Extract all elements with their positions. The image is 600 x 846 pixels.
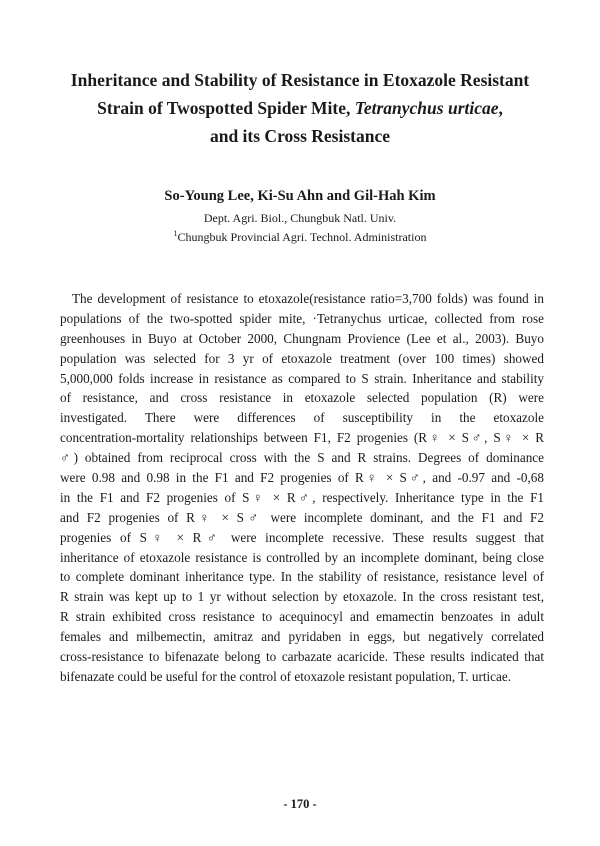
title-line-2-prefix: Strain of Twospotted Spider Mite, bbox=[97, 98, 355, 118]
abstract-line: in the F1 and F2 progenies of S♀ × R♂, respectively. Inheritance type in the F1 bbox=[60, 489, 544, 505]
abstract-line-last: bifenazate could be useful for the control of etoxazole resistant population, T. urticae. bbox=[60, 668, 512, 684]
abstract-line: females and milbemectin, amitraz and pyridaben in eggs, but negatively correlated bbox=[60, 629, 544, 645]
page-number: - 170 - bbox=[283, 797, 317, 811]
affiliation-mark: 1 bbox=[173, 229, 178, 238]
title-line-1: Inheritance and Stability of Resistance in Etoxazole Resistant bbox=[70, 70, 530, 90]
title-species-name: Tetranychus urticae bbox=[354, 98, 499, 118]
abstract-line: R strain was kept up to 1 yr without selection by etoxazole. In the cross resistant test, bbox=[60, 589, 544, 605]
abstract-line: The development of resistance to etoxazole(resistance ratio=3,700 folds) was found in bbox=[72, 291, 544, 306]
paper-title bbox=[30, 66, 570, 150]
affiliation-2-text: Chungbuk Provincial Agri. Technol. Administration bbox=[177, 230, 427, 244]
affiliation-2 bbox=[0, 229, 600, 245]
abstract-line: population was selected for 3 yr of etoxazole treatment (over 100 times) showed bbox=[60, 350, 544, 366]
abstract-line: were 0.98 and 0.98 in the F1 and F2 progenies of R♀ × S♂, and -0.97 and -0,68 bbox=[60, 470, 544, 486]
abstract-line: of resistance, and cross resistance in etoxazole selected population (R) were bbox=[60, 390, 544, 406]
abstract-line: inheritance of etoxazole resistance is controlled by an incomplete dominant, being close bbox=[60, 549, 544, 565]
abstract-line: 5,000,000 folds increase in resistance as compared to S strain. Inheritance and stability bbox=[60, 370, 544, 386]
abstract-line: R strain exhibited cross resistance to acequinocyl and emamectin benzoates in adult bbox=[60, 609, 544, 625]
abstract-line: populations of the two-spotted spider mite, ·Tetranychus urticae, collected from rose bbox=[60, 310, 544, 326]
abstract-line: progenies of S♀ × R♂ were incomplete recessive. These results suggest that bbox=[60, 529, 544, 545]
title-line-2-suffix: , bbox=[498, 98, 503, 118]
abstract-line: concentration-mortality relationships between F1, F2 progenies (R♀ × S♂, S♀ × R bbox=[60, 430, 544, 446]
abstract bbox=[60, 289, 544, 687]
title-line-2 bbox=[30, 94, 570, 122]
title-line-3: and its Cross Resistance bbox=[209, 126, 391, 146]
author-list: So-Young Lee, Ki-Su Ahn and Gil-Hah Kim bbox=[164, 188, 436, 204]
affiliation-1: Dept. Agri. Biol., Chungbuk Natl. Univ. bbox=[203, 211, 397, 225]
abstract-line: investigated. There were differences of susceptibility in the etoxazole bbox=[60, 410, 544, 426]
abstract-line: greenhouses in Buyo at October 2000, Chungnam Provience (Lee et al., 2003). Buyo bbox=[60, 330, 544, 346]
abstract-line: and F2 progenies of R♀ × S♂ were incomplete dominant, and the F1 and F2 bbox=[60, 509, 544, 525]
abstract-line: to complete dominant inheritance type. In the stability of resistance, resistance level of bbox=[60, 569, 544, 585]
abstract-line: ♂) obtained from reciprocal cross with the S and R strains. Degrees of dominance bbox=[60, 450, 544, 466]
abstract-line: cross-resistance to bifenazate belong to carbazate acaricide. These results indicated that bbox=[60, 649, 544, 665]
